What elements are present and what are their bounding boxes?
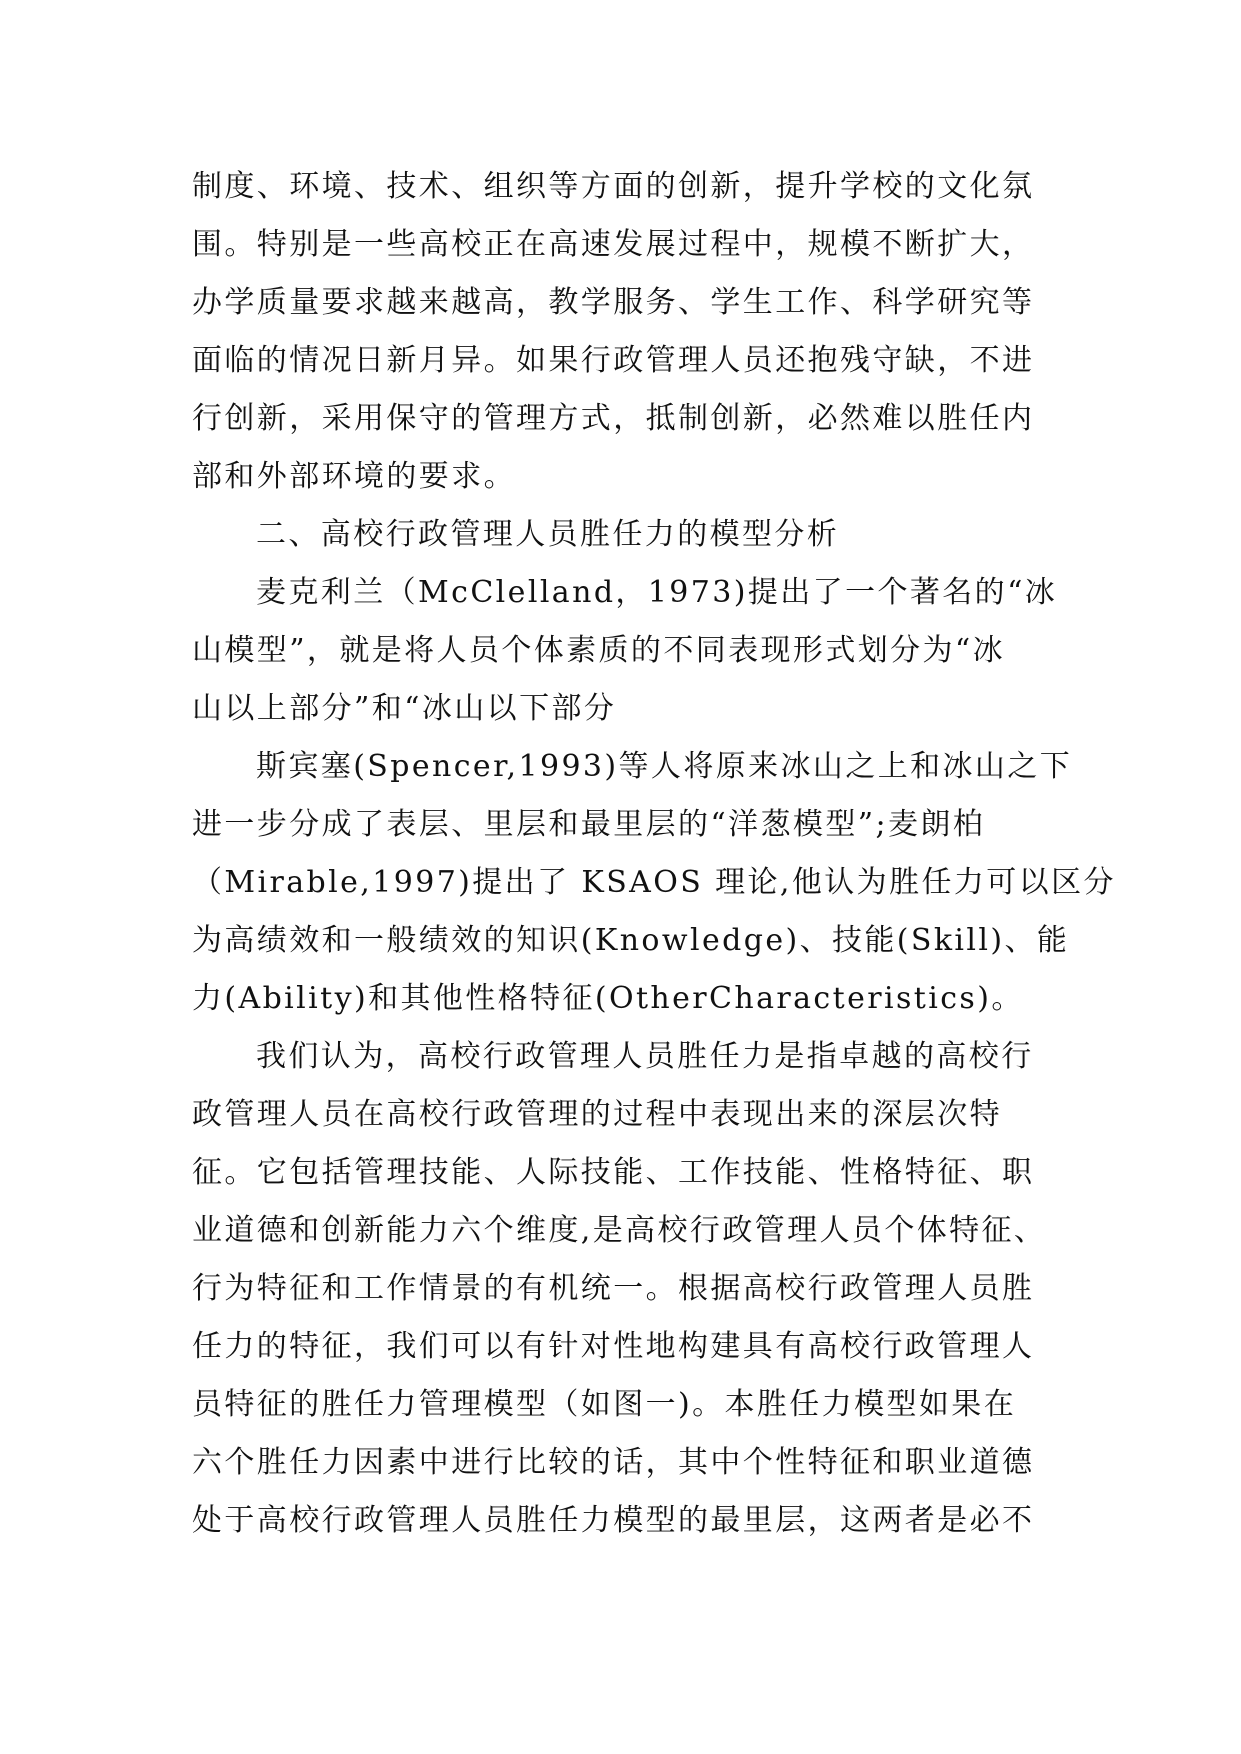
- text-line-15: 力(Ability)和其他性格特征(OtherCharacteristics)。: [192, 981, 1024, 1016]
- text-line-14: 为高绩效和一般绩效的知识(Knowledge)、技能(Skill)、能: [192, 923, 1070, 958]
- text-line-4: 面临的情况日新月异。如果行政管理人员还抱残守缺，不进: [192, 343, 1035, 378]
- text-line-19: 业道德和创新能力六个维度,是高校行政管理人员个体特征、: [192, 1213, 1047, 1248]
- text-line-5: 行创新，采用保守的管理方式，抵制创新，必然难以胜任内: [192, 401, 1035, 436]
- text-line-21: 任力的特征，我们可以有针对性地构建具有高校行政管理人: [192, 1329, 1035, 1364]
- text-line-20: 行为特征和工作情景的有机统一。根据高校行政管理人员胜: [192, 1271, 1035, 1306]
- text-line-12: 进一步分成了表层、里层和最里层的“洋葱模型”;麦朗柏: [192, 807, 986, 842]
- text-line-9: 山模型”，就是将人员个体素质的不同表现形式划分为“冰: [192, 633, 1006, 668]
- body-text: [192, 158, 1116, 1550]
- text-line-6: 部和外部环境的要求。: [192, 459, 516, 494]
- text-line-3: 办学质量要求越来越高，教学服务、学生工作、科学研究等: [192, 285, 1035, 320]
- text-line-8: 麦克利兰（McClelland，1973)提出了一个著名的“冰: [256, 575, 1058, 610]
- text-line-1: 制度、环境、技术、组织等方面的创新，提升学校的文化氛: [192, 169, 1035, 204]
- text-line-24: 处于高校行政管理人员胜任力模型的最里层，这两者是必不: [192, 1503, 1035, 1538]
- text-line-10: 山以上部分”和“冰山以下部分: [192, 691, 617, 726]
- text-line-23: 六个胜任力因素中进行比较的话，其中个性特征和职业道德: [192, 1445, 1035, 1480]
- text-line-2: 围。特别是一些高校正在高速发展过程中，规模不断扩大，: [192, 227, 1035, 262]
- text-line-11: 斯宾塞(Spencer,1993)等人将原来冰山之上和冰山之下: [256, 749, 1073, 784]
- text-line-16: 我们认为，高校行政管理人员胜任力是指卓越的高校行: [256, 1039, 1034, 1074]
- text-line-13: （Mirable,1997)提出了 KSAOS 理论,他认为胜任力可以区分: [192, 865, 1116, 900]
- text-line-22: 员特征的胜任力管理模型（如图一)。本胜任力模型如果在: [192, 1387, 1017, 1422]
- text-line-18: 征。它包括管理技能、人际技能、工作技能、性格特征、职: [192, 1155, 1035, 1190]
- text-line-17: 政管理人员在高校行政管理的过程中表现出来的深层次特: [192, 1097, 1002, 1132]
- section-heading: 二、高校行政管理人员胜任力的模型分析: [256, 517, 840, 552]
